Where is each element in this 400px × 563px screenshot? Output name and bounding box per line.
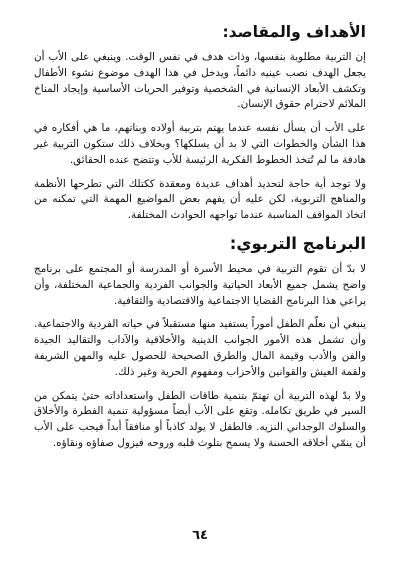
paragraph: لا بدّ أن تقوم التربية في محيط الأسرة أو المدرسة أو المجتمع على برنامج واضح يشمل جميع الأبعاد الحياتية والجوانب الفردية والجماعية المختلفة، وأن يراعي هذا البرنامج القضايا الاجتماعية والاقتصادية والثقافية. bbox=[34, 262, 366, 307]
page-number: ٦٤ bbox=[192, 528, 208, 543]
paragraph: ولا توجد أية حاجة لتحديد أهداف عديدة ومعقدة ككتلك التي تطرحها الأنظمة والمناهج التربوية، لكن عليه أن يفهم بعض المواضيع المهمة التي تمكنه من اتخاذ المواقف المناسبة عندما تواجهه الحوادث المختلفة. bbox=[34, 177, 366, 222]
paragraph: ولا بدّ لهذه التربية أن تهتمّ بتنمية طاقات الطفل واستعداداته حتىٰ يتمكن من السير في طريق تكامله. وتقع على الأب أيضاً مسؤولية تنمية الفطرة والأخلاق والسلوك الوجداني النزيه. فالطفل لا يولد كاذباً أو منافقاً أبداً فيجب على الأب أن ينمّي أخلاقه الحسنة ولا يسمح بتلوث قلبه وروحه فيزول صفاؤه ونقاؤه. bbox=[34, 389, 366, 449]
section-heading-goals: الأهداف والمقاصد: bbox=[222, 23, 366, 41]
section-heading-program: البرنامج التربوي: bbox=[229, 233, 366, 253]
paragraph: إن التربية مطلوبة بنفسها، وذات هدف في نفس الوقت. وينبغي على الأب أن يجعل الهدف نصب عينيه دائماً، ويدخل في هذا الهدف موضوع نشوء الأطفال وتكشف الأبعاد الإنسانية في الشخصية وتوفير الحريات الأساسية وإيجاد المناخ الملائم لاحترام حقوق الإنسان. bbox=[34, 51, 366, 111]
paragraph: ينبغي أن نعلّم الطفل أموراً يستفيد منها مستقبلاً في حياته الفردية والاجتماعية. وأن تشمل هذه الأمور الجوانب الدينية والأخلاقية والآداب والتقاليد الجيدة والفن والأدب وقيمة المال والطرق الصحيحة للحصول عليه والمهن الشريفة ولقمة العيش والقوانين والأحزاب ومفهوم الحرية وغير ذلك. bbox=[34, 318, 366, 378]
paragraph: على الأب أن يسأل نفسه عندما يهتم بتربية أولاده وبناتهم، ما هي أفكاره في هذا الشأن والخطوات التي لا بد أن يسلكها؟ وبخلاف ذلك ستكون التربية غير هادفة ما لم تُتخذ الخطوط الفكرية الرئيسة للأب وتتضح عنده الحقائق. bbox=[34, 122, 366, 166]
